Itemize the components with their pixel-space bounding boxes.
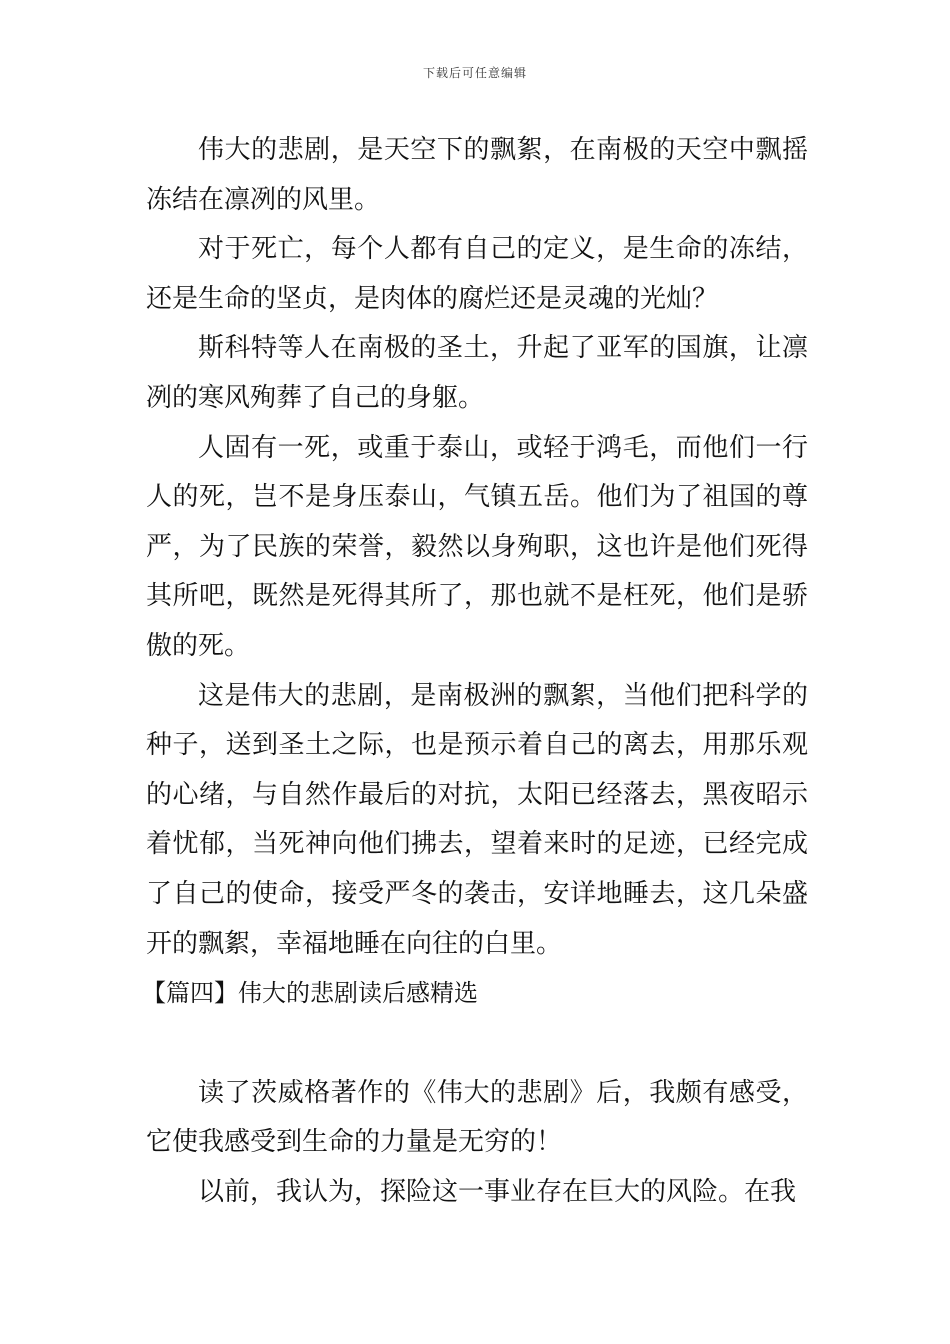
paragraph: 人固有一死，或重于泰山，或轻于鸿毛，而他们一行人的死，岂不是身压泰山，气镇五岳。他们为了祖国的尊严，为了民族的荣誉，毅然以身殉职，这也许是他们死得其所吧，既然是死得其所了，那也就不是枉死，他们是骄傲的死。 bbox=[146, 432, 808, 661]
paragraph: 伟大的悲剧，是天空下的飘絮，在南极的天空中飘摇冻结在凛冽的风里。 bbox=[146, 135, 808, 215]
paragraph: 对于死亡，每个人都有自己的定义，是生命的冻结，还是生命的坚贞，是肉体的腐烂还是灵魂的光灿？ bbox=[146, 234, 808, 314]
document-body bbox=[142, 126, 808, 1217]
paragraph: 以前，我认为，探险这一事业存在巨大的风险。在我 bbox=[198, 1176, 797, 1207]
paragraph: 这是伟大的悲剧，是南极洲的飘絮，当他们把科学的种子，送到圣土之际，也是预示着自己的离去，用那乐观的心绪，与自然作最后的对抗，太阳已经落去，黑夜昭示着忧郁，当死神向他们拂去，望着来时的足迹，已经完成了自己的使命，接受严冬的袭击，安详地睡去，这几朵盛开的飘絮，幸福地睡在向往的白里。 bbox=[146, 680, 808, 959]
blank-line bbox=[146, 1019, 808, 1069]
section-heading: 【篇四】伟大的悲剧读后感精选 bbox=[142, 979, 478, 1008]
paragraph: 斯科特等人在南极的圣土，升起了亚军的国旗，让凛冽的寒风殉葬了自己的身躯。 bbox=[146, 333, 808, 413]
page-header: 下载后可任意编辑 bbox=[422, 66, 527, 80]
paragraph: 读了茨威格著作的《伟大的悲剧》后，我颇有感受，它使我感受到生命的力量是无穷的！ bbox=[146, 1077, 808, 1158]
